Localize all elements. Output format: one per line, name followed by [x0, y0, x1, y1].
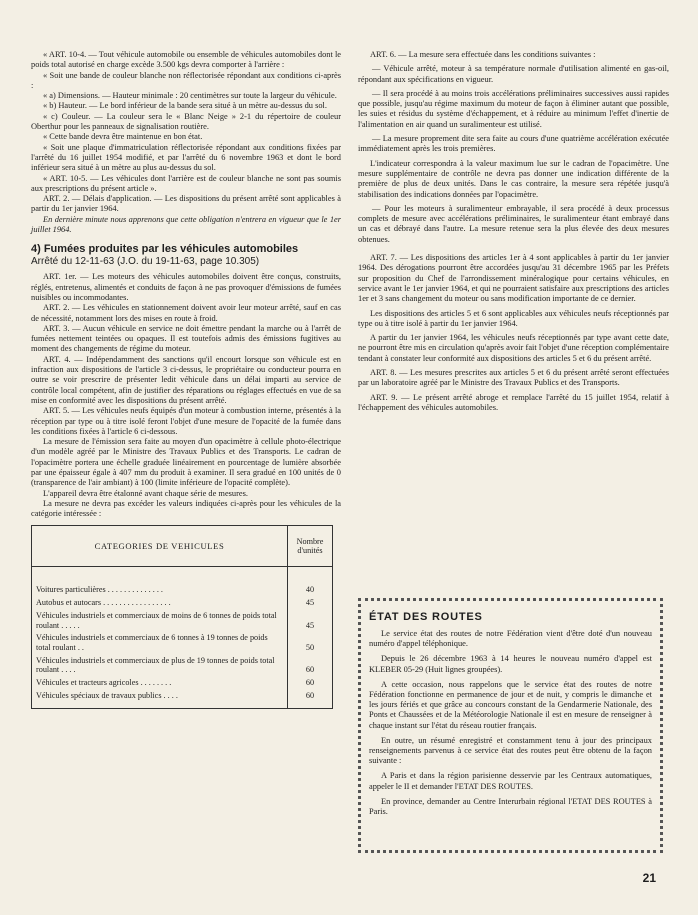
art-6-d: L'indicateur correspondra à la valeur maximum lue sur le cadran de l'opacimètre. Une mesure supplémentaire de contrôle ne devra pas donner une indication différente de la première de plus de deux unités. Dans le cas contraire, la mesure sera répétée jusqu'à stabilisation des indications données par l'opacimètre. — [358, 158, 669, 199]
header-units: Nombre d'unités — [287, 526, 332, 566]
page-number: 21 — [642, 871, 656, 885]
art-2: ART. 2. — Les véhicules en stationnement doivent avoir leur moteur arrêté, sauf en cas de nécessité, notamment lors des mises en route à froid. — [31, 303, 341, 323]
table-row-category: Véhicules spéciaux de travaux publics . . . . — [36, 690, 178, 700]
box-paragraph-5: A Paris et dans la région parisienne desservie par les Centraux automatiques, appeler le II et demander l'ETAT DES ROUTES. — [369, 771, 652, 791]
box-paragraph-6: En province, demander au Centre Interurbain régional l'ETAT DES ROUTES à Paris. — [369, 796, 652, 817]
art-6-a: — Véhicule arrêté, moteur à sa température normale d'utilisation alimenté en gas-oil, répondant aux spécifications en vigueur. — [358, 64, 669, 84]
art-7-c: A partir du 1er janvier 1964, les véhicules neufs réceptionnés par type avant cette date, ne pourront être mis en circulation qu'après avoir fait l'objet d'une réception complémentaire tendant à constater leur conformité aux dispositions des articles 5 et 6 du présent arrêté. — [358, 333, 669, 363]
table-body — [32, 567, 332, 707]
measure-paragraph-2: L'appareil devra être étalonné avant chaque série de mesures. — [43, 488, 248, 498]
table-row-units: 45 — [305, 620, 315, 630]
table-row-category: Véhicules industriels et commerciaux de 6 tonnes à 19 tonnes de poids total roulant . . — [36, 633, 268, 652]
right-column — [358, 50, 669, 413]
art-3: ART. 3. — Aucun véhicule en service ne doit émettre pendant la marche ou à l'arrêt de fumées nettement teintées ou opaques. Il est toutefois admis des émissions fugitives au moment des changements de régime du moteur. — [31, 323, 341, 354]
units-column — [287, 567, 332, 707]
art-10-4-band: « Soit une bande de couleur blanche non réflectorisée répondant aux conditions ci-après : — [31, 70, 341, 90]
table-row-category: Voitures particulières . . . . . . . . . . . . . . — [36, 585, 163, 595]
left-column — [31, 50, 341, 709]
category-column — [32, 567, 287, 707]
box-paragraph-4: En outre, un résumé enregistré et constamment tenu à jour des principaux renseignements parvenus à ce service état des routes peut être obtenu de la façon suivante : — [369, 735, 652, 766]
art-7-b: Les dispositions des articles 5 et 6 sont applicables aux véhicules neufs réceptionnés par type ou à titre isolé à partir du 1er janvier 1964. — [358, 308, 669, 328]
art-10-4-intro: « ART. 10-4. — Tout véhicule automobile ou ensemble de véhicules automobiles dont le poids total autorisé en charge excède 3.500 kgs devra comporter à l'arrière : — [31, 50, 341, 70]
art-10-5: « ART. 10-5. — Les véhicules dont l'arrière est de couleur blanche ne sont pas soumis aux prescriptions du présent article ». — [31, 173, 341, 193]
last-minute-note: En dernière minute nous apprenons que cette obligation n'entrera en vigueur que le 1er juillet 1964. — [31, 214, 341, 235]
section-subtitle: Arrêté du 12-11-63 (J.O. du 19-11-63, page 10.305) — [31, 256, 260, 268]
table-row-category: Véhicules industriels et commerciaux de moins de 6 tonnes de poids total roulant . . . . . — [36, 611, 277, 630]
table-row-category: Véhicules industriels et commerciaux de plus de 19 tonnes de poids total roulant . . . . — [36, 655, 275, 675]
table-row-units: 40 — [305, 585, 315, 595]
art-4: ART. 4. — Indépendamment des sanctions qu'il encourt lorsque son véhicule est en infraction aux dispositions de l'article 3 ci-dessus, le propriétaire ou conducteur pourra en outre se voir prescrire de présenter ledit véhicule dans un délai imparti au service de contrôle local compétent, afin de justifier des réparations ou réglages effectués en vue de sa mise en conformité avec les dispositions du présent arrêté. — [31, 354, 341, 405]
art-6-b: — Il sera procédé à au moins trois accélérations préliminaires successives aussi rapides que possible, jusqu'au régime maximum du moteur de façon à éliminer autant que possible, les suies et résidus du système d'échappement, et à réduire au minimum l'effet d'inertie de l'alimentation en air quand un suralimenteur est utilisé. — [358, 88, 669, 129]
measure-paragraph-3: La mesure ne devra pas excéder les valeurs indiquées ci-après pour les véhicules de la catégorie intéressée : — [31, 498, 341, 519]
art-6-e: — Pour les moteurs à suralimenteur embrayable, il sera procédé à deux processus complets de mesure avec accélérations préliminaires, le suralimenteur étant embrayé dans un cas et débrayé dans l'autre. La mesure retenue sera la plus élevée des deux mesures obtenues. — [358, 203, 669, 244]
table-row-units: 50 — [305, 643, 315, 652]
art-10-4-a: « a) Dimensions. — Hauteur minimale : 20 centimètres sur toute la largeur du véhicule. — [43, 91, 337, 101]
art-2-delay: ART. 2. — Délais d'application. — Les dispositions du présent arrêté sont applicables à partir du 1er janvier 1964. — [31, 194, 341, 214]
table-header — [32, 526, 332, 567]
art-6: ART. 6. — La mesure sera effectuée dans les conditions suivantes : — [370, 50, 596, 59]
table-row-units: 60 — [305, 690, 315, 700]
box-paragraph-3: A cette occasion, nous rappelons que le service état des routes de notre Fédération fonctionne en permanence de jour et de nuit, y compris le dimanche et les jours fériés et que grâce au concours constant de la Gendarmerie Nationale, des Ponts et Chaussées et de la Météorologie Nationale il est en mesure de renseigner à chaque instant sur l'état du réseau routier français. — [369, 679, 652, 730]
box-paragraph-1: Le service état des routes de notre Fédération vient d'être doté d'un nouveau numéro d'appel téléphonique. — [369, 629, 652, 649]
table-row-category: Autobus et autocars . . . . . . . . . . . . . . . . . — [36, 598, 171, 608]
art-10-4-keep: « Cette bande devra être maintenue en bon état. — [43, 132, 203, 142]
art-6-c: — La mesure proprement dite sera faite au cours d'une quatrième accélération exécutée immédiatement après les trois premières. — [358, 134, 669, 154]
art-10-4-b: « b) Hauteur. — Le bord inférieur de la bande sera situé à un mètre au-dessus du sol. — [43, 101, 327, 111]
art-8: ART. 8. — Les mesures prescrites aux articles 5 et 6 du présent arrêté seront effectuées par un laboratoire agréé par le Ministre des Travaux Publics et des Transports. — [358, 368, 669, 388]
art-1: ART. 1er. — Les moteurs des véhicules automobiles doivent être conçus, construits, réglés, entretenus, alimentés et conduits de façon à ne pas provoquer d'émissions de fumées nuisibles ou incommodantes. — [31, 272, 341, 302]
art-5: ART. 5. — Les véhicules neufs équipés d'un moteur à combustion interne, présentés à la réception par type ou à titre isolé feront l'objet d'une mesure de l'opacité de la fumée dans les conditions fixées à l'article 6 ci-dessous. — [31, 406, 341, 436]
box-paragraph-2: Depuis le 26 décembre 1963 à 14 heures le nouveau numéro d'appel est KLEBER 05-29 (Huit lignes groupées). — [369, 654, 652, 674]
header-categories: CATEGORIES DE VEHICULES — [94, 540, 225, 551]
art-9: ART. 9. — Le présent arrêté abroge et remplace l'arrêté du 15 juillet 1954, relatif à l'échappement des véhicules automobiles. — [358, 392, 669, 412]
table-row-units: 60 — [305, 665, 315, 675]
categories-table — [31, 525, 333, 708]
table-row-units: 60 — [305, 678, 315, 688]
section-title: 4) Fumées produites par les véhicules automobiles — [31, 243, 299, 256]
art-7: ART. 7. — Les dispositions des articles 1er à 4 sont applicables à partir du 1er janvier 1964. Des dérogations pourront être accordées jusqu'au 31 décembre 1965 par les Préfets sur proposition du Chef de l'arrondissement minéralogique pour certains véhicules, en service avant le 1er janvier 1964, et qui ne pourraient satisfaire aux prescriptions des articles 1er et 3 sans changement du moteur ou sans modification importante de ce dernier. — [358, 253, 669, 304]
art-10-4-c: « c) Couleur. — La couleur sera le « Blanc Neige » 2-1 du répertoire de couleur Oberthur pour les panneaux de signalisation routière. — [31, 111, 341, 132]
table-row-category: Véhicules et tracteurs agricoles . . . . . . . . — [36, 678, 172, 688]
table-row-units: 45 — [305, 598, 315, 608]
art-10-4-plate: « Soit une plaque d'immatriculation réflectorisée répondant aux conditions fixées par l'arrêté du 16 juillet 1954 modifié, et par l'arrêté du 6 novembre 1963 et dont le bord inférieur sera situé à un mètre au plus au-dessus du sol. — [31, 142, 341, 173]
box-title: ÉTAT DES ROUTES — [369, 611, 483, 623]
etat-des-routes-box — [358, 598, 663, 853]
measure-paragraph-1: La mesure de l'émission sera faite au moyen d'un opacimètre à cellule photo-électrique d'un modèle agréé par le Ministre des Travaux Publics et des Transports. Le cadran de l'opacimètre portera une échelle graduée linéairement en pourcentage de lumière absorbée par une épaisseur égale à 407 mm du produit à examiner. Il sera gradué en 100 unités de 0 (transparence de l'air ambiant) à 100 (limite inférieure de l'opacité complète). — [31, 437, 341, 488]
